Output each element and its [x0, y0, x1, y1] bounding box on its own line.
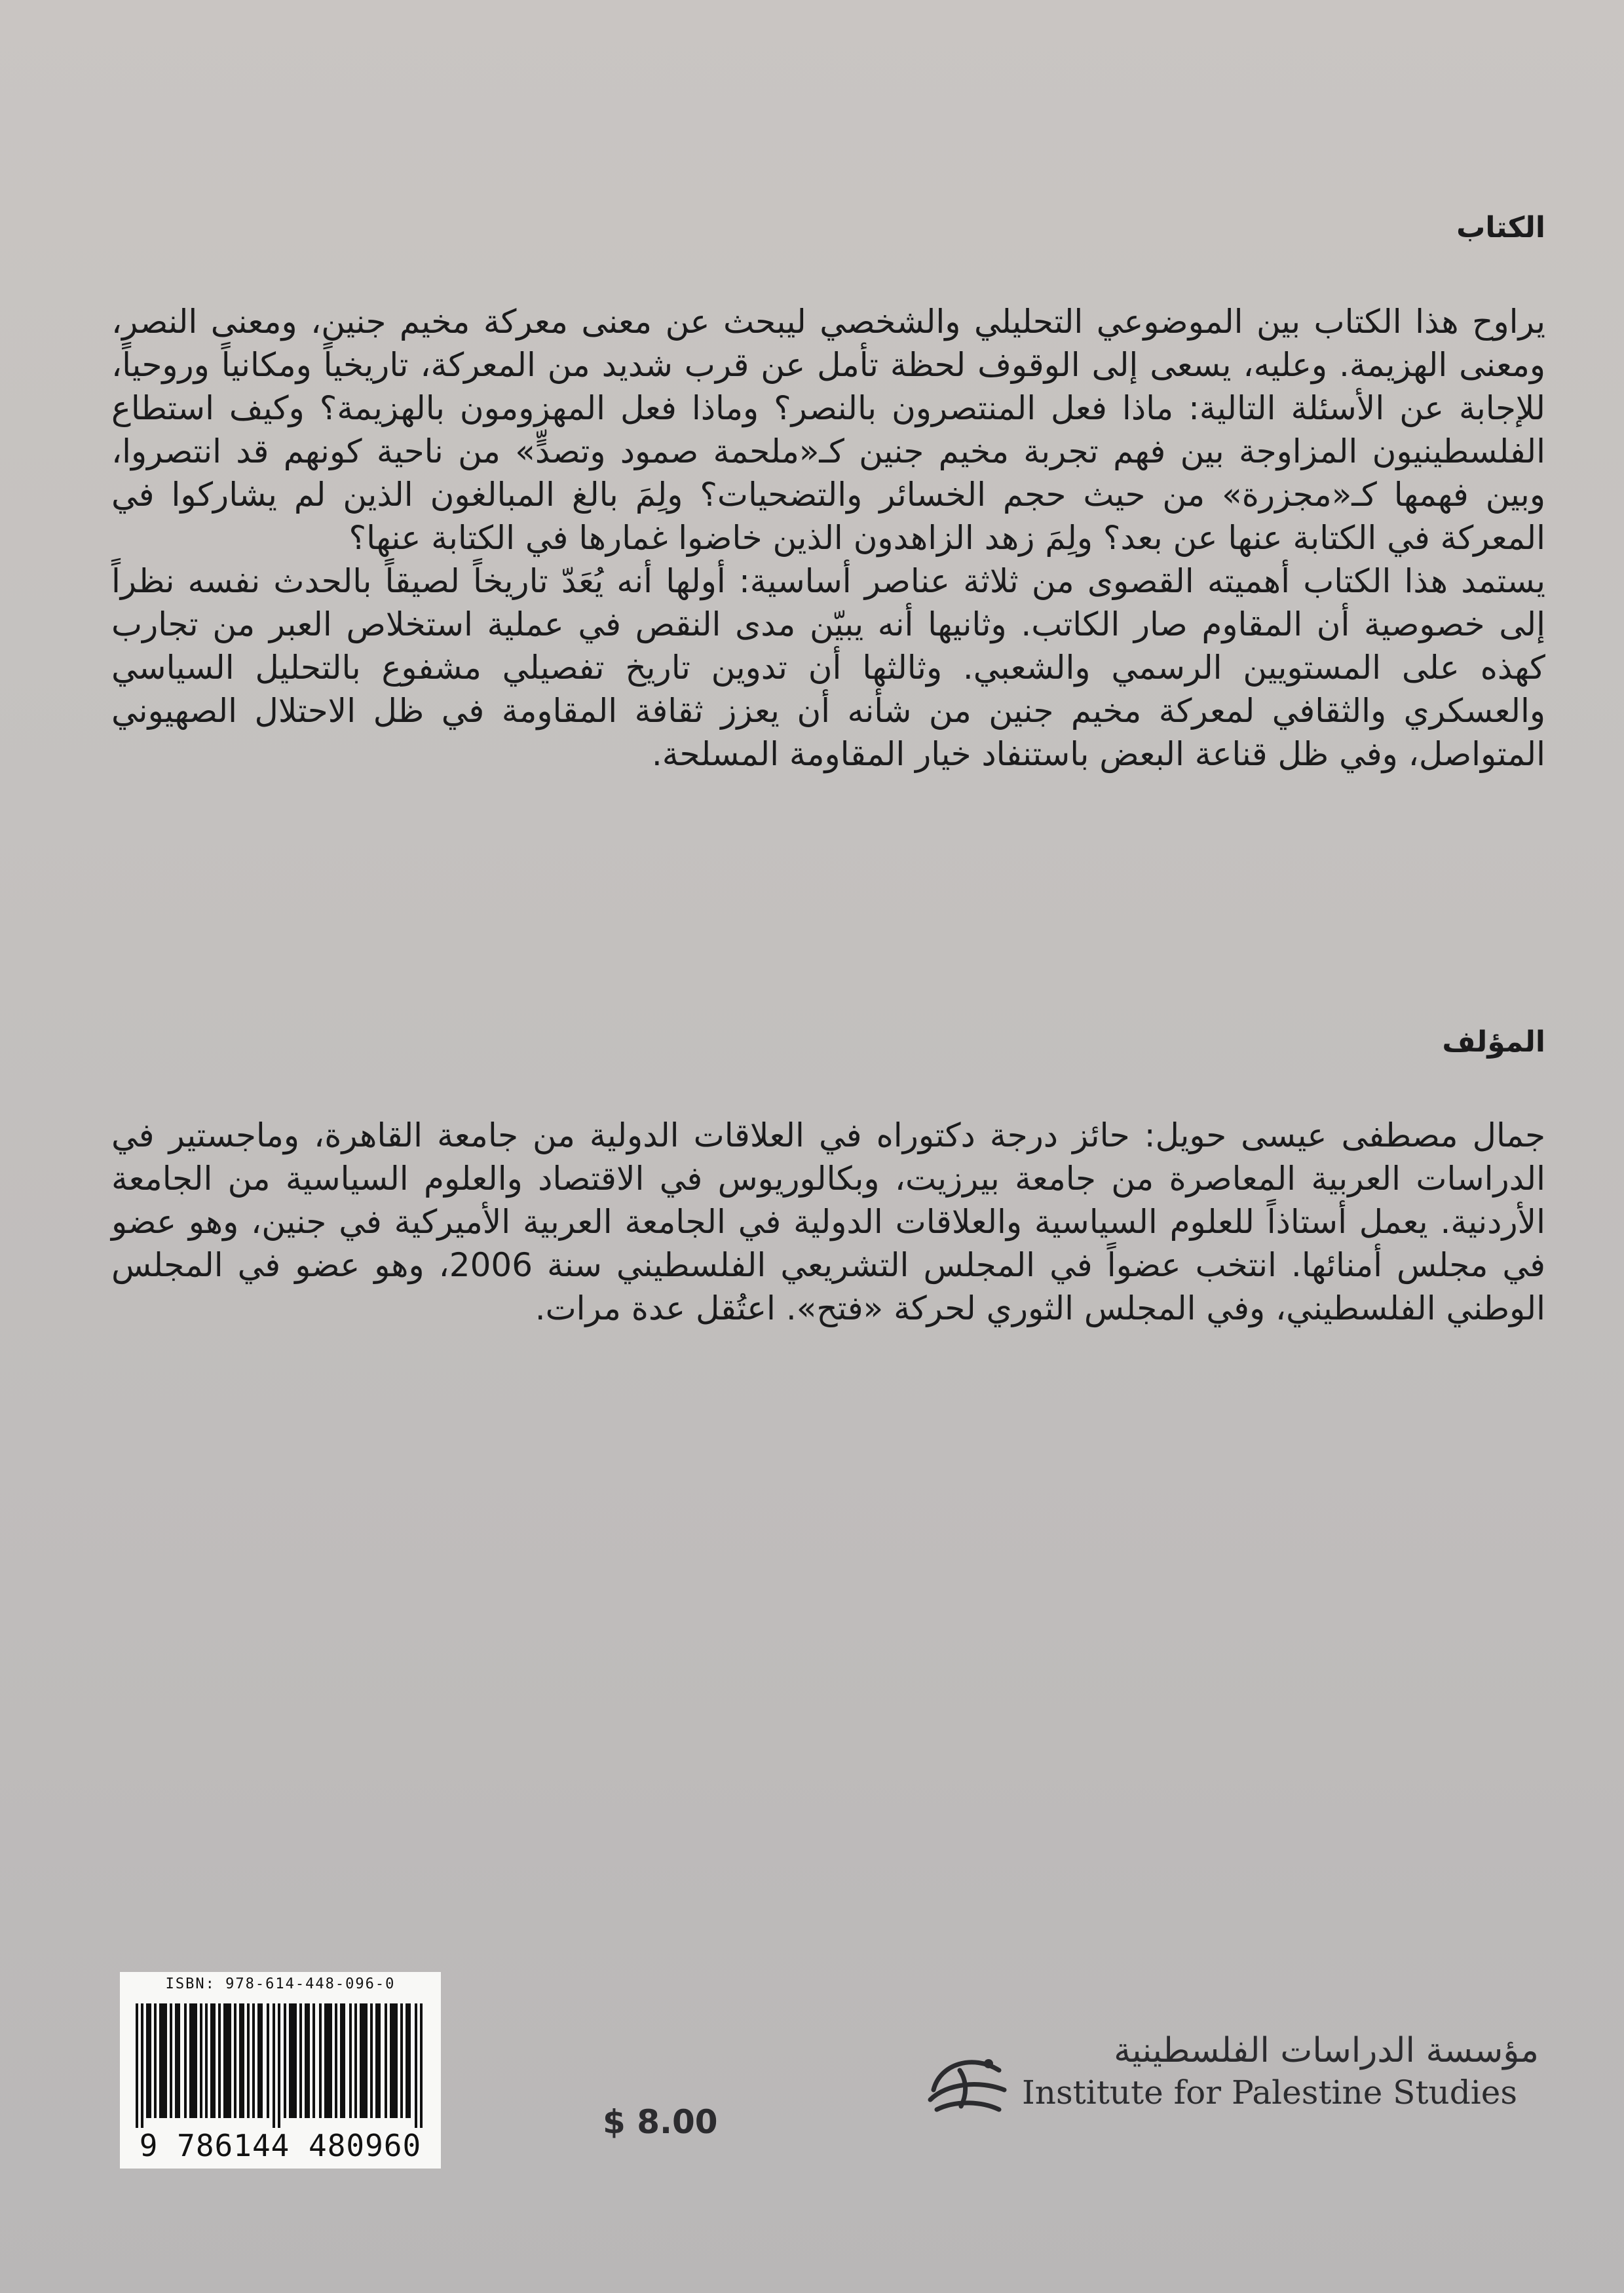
ips-logo-icon — [920, 2044, 1012, 2123]
author-section-heading: المؤلف — [1442, 1025, 1545, 1059]
author-paragraph: جمال مصطفى عيسى حويل: حائز درجة دكتوراه في العلاقات الدولية من جامعة القاهرة، وماجستير في الدراسات العربية المعاصرة من جامعة بيرزيت، وبكالوريوس في الاقتصاد والعلوم السياسية من الجامعة الأردنية. يعمل أستاذاً للعلوم السياسية والعلاقات الدولية في الجامعة العربية الأميركية في جنين، وهو عضو في مجلس أمنائها. انتخب عضواً في المجلس التشريعي الفلسطيني سنة 2006، وهو عضو في المجلس الوطني الفلسطيني، وفي المجلس الثوري لحركة «فتح». اعتُقل عدة مرات. — [111, 1116, 1545, 1327]
book-description — [111, 300, 1545, 776]
book-paragraph-1: يراوح هذا الكتاب بين الموضوعي التحليلي والشخصي ليبحث عن معنى معركة مخيم جنين، ومعنى النصر، ومعنى الهزيمة. وعليه، يسعى إلى الوقوف لحظة تأمل عن قرب شديد من المعركة، تاريخياً ومكانياً وروحياً، للإجابة عن الأسئلة التالية: ماذا فعل المنتصرون بالنصر؟ وماذا فعل المهزومون بالهزيمة؟ وكيف استطاع الفلسطينيون المزاوجة بين فهم تجربة مخيم جنين كـ«ملحمة صمود وتصدٍّ» من ناحية كونهم قد انتصروا، وبين فهمها كـ«مجزرة» من حيث حجم الخسائر والتضحيات؟ ولِمَ بالغ المبالغون الذين لم يشاركوا في المعركة في الكتابة عنها عن بعد؟ ولِمَ زهد الزاهدون الذين خاضوا غمارها في الكتابة عنها؟ — [111, 303, 1545, 557]
author-bio — [111, 1114, 1545, 1330]
isbn-label: ISBN: 978-614-448-096-0 — [165, 1976, 396, 1992]
barcode-bars — [136, 2003, 425, 2128]
publisher-name-english: Institute for Palestine Studies — [1022, 2074, 1517, 2112]
publisher-name-arabic: مؤسسة الدراسات الفلسطينية — [1114, 2031, 1539, 2070]
book-paragraph-2: يستمد هذا الكتاب أهميته القصوى من ثلاثة عناصر أساسية: أولها أنه يُعَدّ تاريخاً لصيقاً بالحدث نفسه نظراً إلى خصوصية أن المقاوم صار الكاتب. وثانيها أنه يبيّن مدى النقص في عملية استخلاص العبر من تجارب كهذه على المستويين الرسمي والشعبي. وثالثها أن تدوين تاريخ تفصيلي مشفوع بالتحليل السياسي والعسكري والثقافي لمعركة مخيم جنين من شأنه أن يعزز ثقافة المقاومة في ظل الاحتلال الصهيوني المتواصل، وفي ظل قناعة البعض باستنفاد خيار المقاومة المسلحة. — [111, 562, 1545, 773]
barcode-number: 9 786144 480960 — [139, 2128, 422, 2163]
book-section-heading: الكتاب — [1456, 211, 1545, 244]
price-label: $ 8.00 — [603, 2103, 718, 2141]
isbn-barcode — [120, 1972, 441, 2169]
